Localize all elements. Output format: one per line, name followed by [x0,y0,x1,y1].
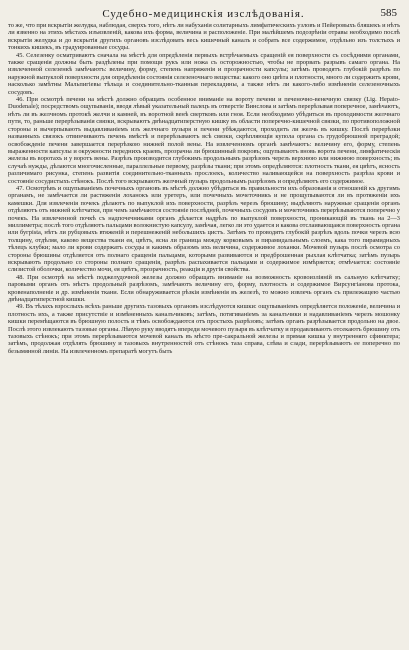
paragraph-section-48: 48. При осмотрѣ на мѣстѣ поджелудочной железы должно обращать вниманіе на возможность кровоизліяній въ сальную клѣтчатку; паровыми органъ отъ мѣстъ продольный разрѣзомъ, замѣчаютъ величину его, форму, плотность и содержимое Вирсунгіанова протока, кровенаполненіе и др. измѣненія ткани. Если обнаруживается рѣзкія измѣненія въ железѣ, то можно извлечь органъ съ прилежащею частью двѣнадцатиперстной кишки. [8,273,400,304]
paragraph-section-49: 49. Въ тѣлахъ взрослыхъ всѣхъ раньше другихъ тазовыхъ органовъ изслѣдуются кишки: ощупываніемъ опредѣляется положеніе, величина и плотность ихъ, а также присутствіе и измѣненныхъ каналъчиковъ; затѣмъ, потягиваніемъ за каналъчики и надавливаніемъ черезъ мошонку кишки перемѣщаются въ брюшную полость и тѣмъ освобождаются отъ простыхъ разрѣзовъ; затѣмъ органъ разрѣзывается продольно на двое. Послѣ этого извлекаютъ тазовые органы. Лѣвую руку вводятъ впереди мочевого пузыря въ клѣтчатку и продавливаютъ отсекаютъ брюшину отъ тазовыхъ стѣнокъ; при этомъ перерѣзываются мочевой каналъ въ мѣсто пре-сакральной железы и прямая кишка у внутренняго сфинктера; затѣмъ, продолжая отдѣлять брюшину и тазовыхъ внутренностей отъ стѣнокъ таза справа, слѣва и сзади, перерѣзываютъ ее поперечно по безымянной линіи. На извлеченномъ препаратѣ могутъ быть [8,303,400,355]
body-text [8,22,400,648]
page-number: 585 [380,7,397,19]
paragraph-section-47: 47. Осмотрѣвъ и ощупываніемъ почечныхъ органовъ въ мѣстѣ должно убѣдиться въ правильности ихъ образованія и отношеній къ другимъ органамъ, не замѣчается ли растяженія лоханокъ или уретеръ, или почечныхъ мочеточникъ и не прощупываются ли въ протяженіи ихъ камешки. Для извлеченія почекъ дѣлаютъ по выпуклой ихъ поверхности, разрѣзъ черезъ брюшину; выдѣляютъ наружные сращенія органъ отдѣляютъ отъ нижней клѣтчатки, при чемъ замѣчаются состояніе послѣдней, почечныхъ сосудовъ и мочеточникъ перерѣзываются поперечно у почекъ. На извлеченной почкѣ съ надпочечниками органъ дѣлается надрѣзъ по выпуклой поверхности, проникающій въ ткань на 2—3 миллиметра; послѣ того отдѣляютъ пальцами волокнистую капсулу, замѣчая, легко ли это удается и какова отслаивающаяся поверхность органа или бугрista, нѣтъ ли рубцовыхъ втяженій и перешнеженій небольшихъ цистъ. Затѣмъ то проводятъ глубокій разрѣзъ вдоль почки черезъ всю толщину, отдѣляя, каково вещества ткани ея, цвѣтъ, ясна ли граница между корковымъ и пирамидальнымъ слоемъ, кака того пирамидныхъ тѣлецъ клубки; мало ли крови содержатъ сосуды и какимъ образомъ ихъ величина, содержимое лоханки. Мочевой пузырь послѣ осмотра со стороны брюшины отдѣляется отъ полнаго сращенія пальцами, которыми развиваются и предброшенная рыхлая клѣтчатка; затѣмъ пузырь вскрываютъ продольно со стороны полнаго сращенія, разрѣзъ распахивается пальцами и содержимое измѣряется; отмѣчается: состояніе слизистой оболочки, количество мочи, ея цвѣтъ, прозрачность, реакція и другія свойства. [8,184,400,274]
paragraph-continued: то же, что при вскрытіи желудка, наблюдая, сверхъ того, нѣтъ ли набуханія солитарныхъ лимфатическихъ узловъ и Пейеровыхъ бляшекъ и нѣтъ ли язвенно на этихъ мѣстахъ изъязвленій, какова ихъ форма, величина и расположеніе. При малѣйшемъ подозрѣніи отравы необходимо послѣ вскрытія желудка и до вскрытія другихъ органовъ изслѣдовать весь кишечный каналъ и собрать все содержимое, отдѣльно изъ толстыхъ и тонкихъ кишекъ, въ градуированные сосуды. [8,22,400,52]
running-title: Судебно-медицинскія изслѣдованія. [102,8,305,20]
running-header [10,8,397,22]
paragraph-section-45: 45. Селезенку осматриваютъ сначала на мѣстѣ для опредѣленія первыхъ встрѣчаемыхъ сращеній ея поверхности съ сосѣдними органами, также сращенія должны быть раздѣлены при помощи рукъ или ножа съ осторожностью, чтобы не прорвать разрывъ самаго органа. На извлеченной селезенкѣ замѣчаютъ: величину, форму, степень напряженія и прозрачности капсулы; затѣмъ проводятъ глубокій разрѣзъ по наружной выпуклой поверхности для опредѣленія состоянія селезеночнаго вещества: какого оно цвѣта и плотности, много ли содержитъ крови, насколько замѣтны Мальпигіевы тѣльца и соединительно-тканныя перекладины, а также нѣтъ ли какого-либо измѣненія селезеночныхъ сосудовъ. [8,51,400,96]
paragraph-section-46: 46. При осмотрѣ печени на мѣстѣ должно обращать особенное вниманіе на вороту печени и печеночно-венечную связку (Lig. Hepato-Duodenale); посредствомъ ощупыванія, вводя лѣвый указательный палецъ въ отверстіе Винслова и затѣмъ перерѣзывая поперечное, замѣчаютъ, нѣтъ ли въ желчномъ протокѣ желчи и камней, въ воротной венѣ свертковъ или гноя. Если необходимо убѣдиться въ проходимости желчнаго пути, то, раньше перерѣзыванія связки, вскрываютъ двѣнадцатиперстную кишку въ области поперечно-кишечной связки, по противоположной стороны и вычерпываютъ выдавливаніемъ изъ желчнаго пузыря и печени убѣждаются, проходитъ ли желчь въ кишку. Послѣ перерѣзки названныхъ связокъ отвинчиваютъ печень вмѣстѣ и перерѣзываютъ всѣ связки, скрѣпляющія купола органа съ грудобрюшной преградой; освобожденіе печени завершается перерѣзкою нижней полой вены. На извлеченномъ органѣ замѣчаютъ: величину его, форму, степень выраженности капсулы и окружности переднихъ краевъ, прозрачна ли брюшинный покровъ; ощупываютъ вновь ворота печени, лимфатическія железы въ воротахъ и у воротъ вены. Разрѣзъ производится глубокимъ продольнымъ разрѣзомъ черезъ верхнюю или нижнюю поверхность; въ случаѣ нужды, дѣлаются многочисленные, параллельные первому, разрѣзы ткани; при этомъ опредѣляются: плотность ткани, ея цвѣтъ, ясность различимаго рисунка, степень развитія соединительно-тканныхъ прослоекъ, количество наливающейся на поверхность разрѣза крови и состояніе сосудистыхъ стѣнокъ. Послѣ того вскрываютъ желчный пузырь продольнымъ разрѣзомъ и опредѣляютъ его содержимое. [8,96,400,185]
